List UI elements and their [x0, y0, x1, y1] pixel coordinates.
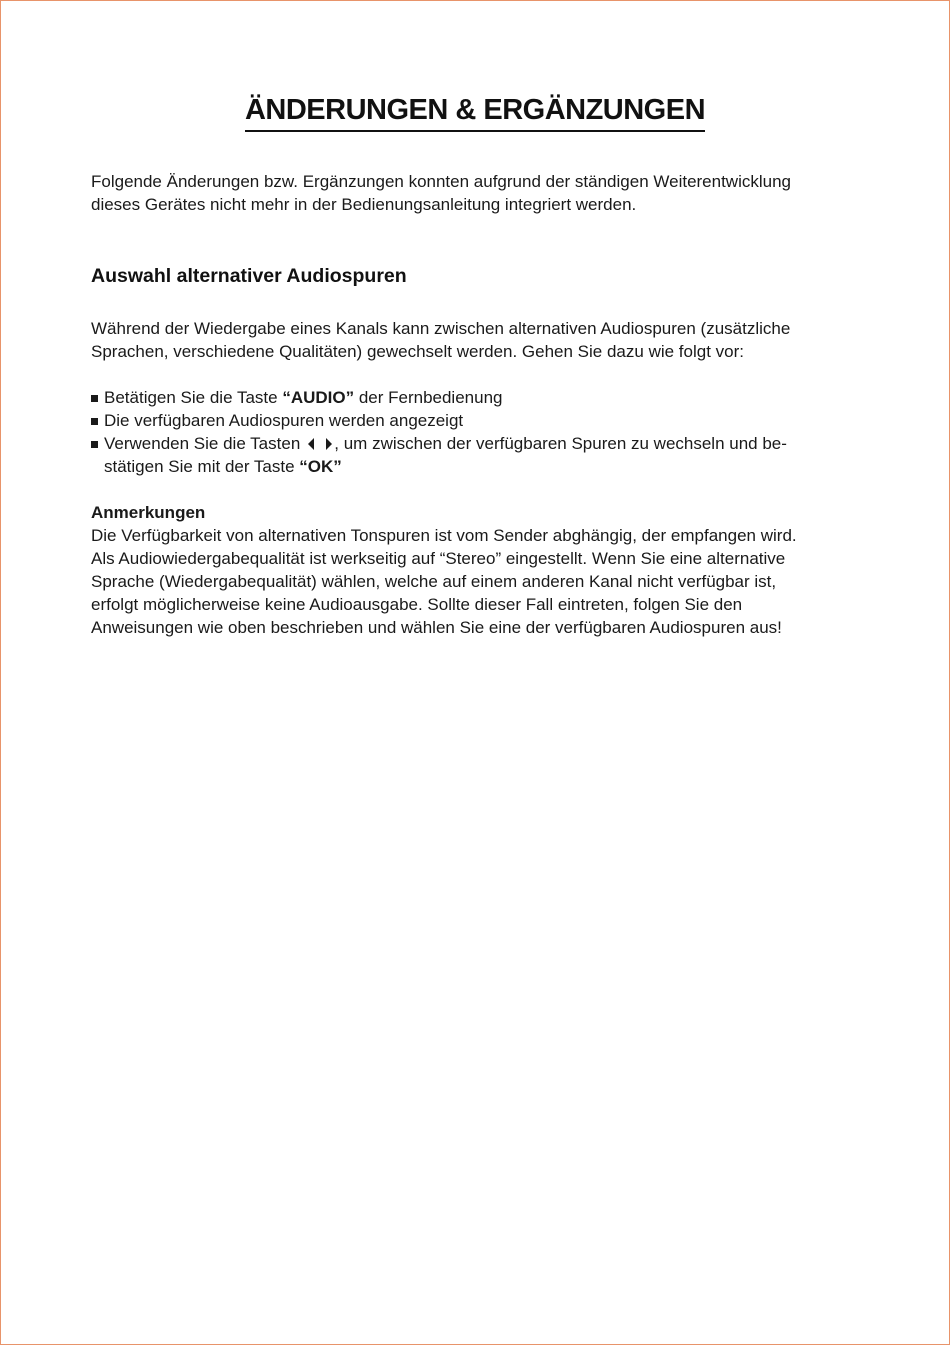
- step-text: Die verfügbaren Audiospuren werden angezeigt: [104, 411, 464, 430]
- title-wrap: [0, 92, 950, 132]
- notes-line: Sprache (Wiedergabequalität) wählen, welche auf einem anderen Kanal nicht verfügbar ist,: [91, 572, 777, 591]
- page-title: ÄNDERUNGEN & ERGÄNZUNGEN: [245, 92, 705, 132]
- step-text: , um zwischen der verfügbaren Spuren zu wechseln und be-: [334, 434, 787, 453]
- steps-list: [91, 386, 851, 478]
- step-text: der Fernbedienung: [354, 388, 503, 407]
- bullet-icon: [91, 395, 98, 402]
- notes-line: Die Verfügbarkeit von alternativen Tonspuren ist vom Sender abghängig, der empfangen wird.: [91, 526, 797, 545]
- bullet-icon: [91, 418, 98, 425]
- intro-line: dieses Gerätes nicht mehr in der Bedienungsanleitung integriert werden.: [91, 195, 637, 214]
- intro-line: Folgende Änderungen bzw. Ergänzungen konnten aufgrund der ständigen Weiterentwicklung: [91, 172, 792, 191]
- key-label-audio: “AUDIO”: [282, 388, 355, 407]
- section-heading: Auswahl alternativer Audiospuren: [91, 265, 407, 287]
- step-item: [91, 409, 851, 432]
- notes-line: erfolgt möglicherweise keine Audioausgabe. Sollte dieser Fall eintreten, folgen Sie den: [91, 595, 743, 614]
- step-item: [91, 386, 851, 409]
- step-item: [91, 432, 851, 478]
- arrow-right-icon: [326, 438, 332, 450]
- notes-heading: Anmerkungen: [91, 503, 206, 522]
- notes-line: Als Audiowiedergabequalität ist werkseitig auf “Stereo” eingestellt. Wenn Sie eine alternative: [91, 549, 786, 568]
- notes-paragraph: [91, 524, 851, 639]
- notes-line: Anweisungen wie oben beschrieben und wählen Sie eine der verfügbaren Audiospuren aus!: [91, 618, 782, 637]
- document-content: [91, 92, 851, 639]
- step-text: Verwenden Sie die Tasten: [104, 434, 301, 453]
- section-paragraph: [91, 317, 851, 363]
- step-text: Betätigen Sie die Taste: [104, 388, 283, 407]
- section-line: Während der Wiedergabe eines Kanals kann zwischen alternativen Audiospuren (zusätzliche: [91, 319, 791, 338]
- section-line: Sprachen, verschiedene Qualitäten) gewechselt werden. Gehen Sie dazu wie folgt vor:: [91, 342, 744, 361]
- bullet-icon: [91, 441, 98, 448]
- key-label-ok: “OK”: [299, 457, 342, 476]
- arrow-left-icon: [308, 438, 314, 450]
- step-text: stätigen Sie mit der Taste: [104, 457, 300, 476]
- intro-paragraph: [91, 170, 851, 216]
